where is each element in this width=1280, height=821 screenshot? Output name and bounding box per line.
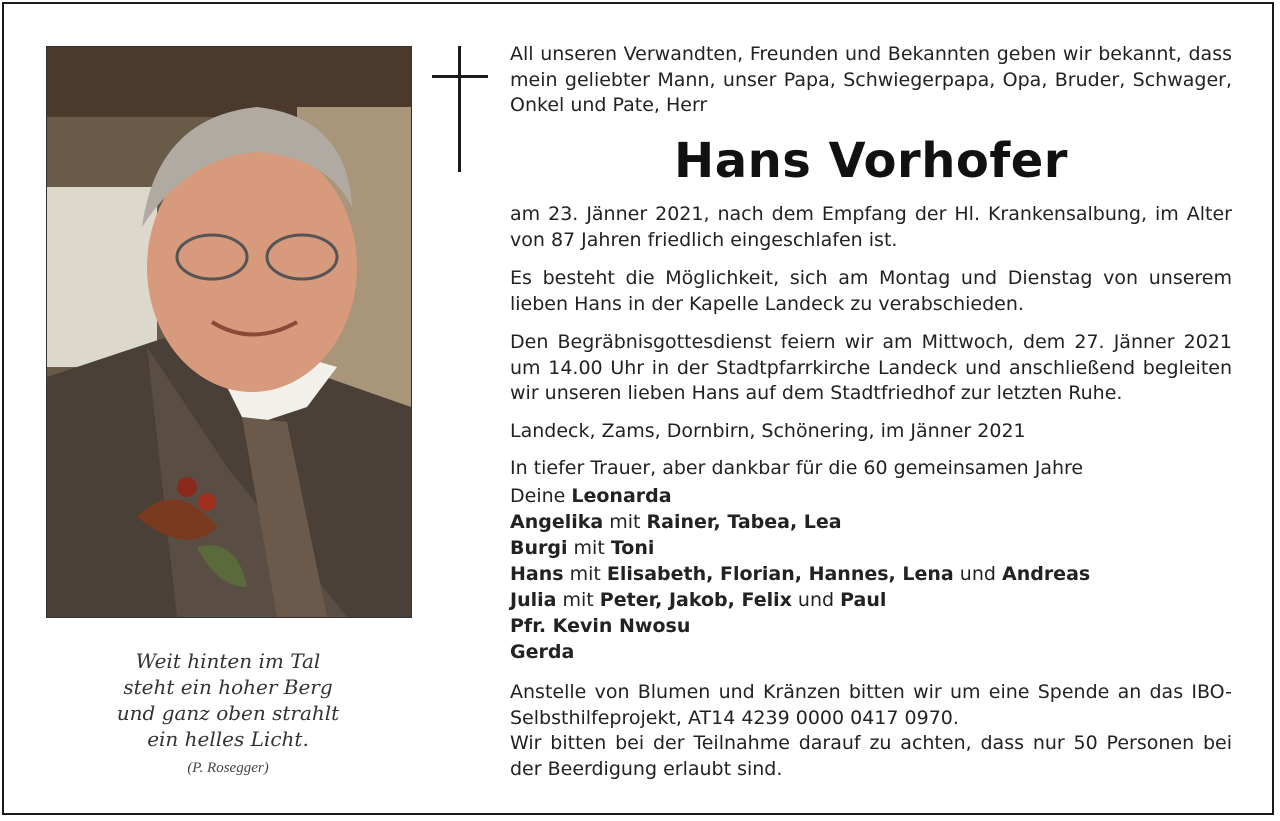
intro-text: All unseren Verwandten, Freunden und Bekannten geben wir bekannt, dass mein geliebter Mann, unser Papa, Schwiegerpapa, Opa, Bruder, Schwager, Onkel und Pate, Herr (510, 43, 1232, 116)
portrait-photo (46, 46, 412, 618)
family-line-angelika: Angelika mit Rainer, Tabea, Lea (510, 511, 842, 533)
cross-icon (432, 46, 488, 172)
poem-author: (P. Rosegger) (187, 760, 269, 776)
places-date: Landeck, Zams, Dornbirn, Schönering, im Jänner 2021 (510, 420, 1026, 442)
family-line-gerda: Gerda (510, 641, 575, 663)
covid-notice-text: Wir bitten bei der Teilnahme darauf zu achten, dass nur 50 Personen bei der Beerdigung erlaubt sind. (510, 732, 1232, 780)
farewell-text: Es besteht die Möglichkeit, sich am Montag und Dienstag von unserem lieben Hans in der Kapelle Landeck zu verabschieden. (510, 267, 1232, 315)
family-line-burgi: Burgi mit Toni (510, 537, 655, 559)
poem-line: Weit hinten im Tal (135, 649, 321, 673)
mourning-text: In tiefer Trauer, aber dankbar für die 60 gemeinsamen Jahre (510, 457, 1084, 479)
poem (46, 648, 410, 752)
donation-text: Anstelle von Blumen und Kränzen bitten wir um eine Spende an das IBO-Selbsthilfeprojekt, AT14 4239 0000 0417 0970. (510, 681, 1232, 729)
poem-line: steht ein hoher Berg (123, 675, 333, 699)
family-line-hans: Hans mit Elisabeth, Florian, Hannes, Lena und Andreas (510, 563, 1091, 585)
family-line-pfarrer: Pfr. Kevin Nwosu (510, 615, 691, 637)
deceased-name: Hans Vorhofer (674, 133, 1068, 189)
death-notice-text: am 23. Jänner 2021, nach dem Empfang der Hl. Krankensalbung, im Alter von 87 Jahren friedlich eingeschlafen ist. (510, 203, 1232, 251)
poem-line: ein helles Licht. (147, 727, 309, 751)
family-list (510, 483, 1232, 665)
funeral-text: Den Begräbnisgottesdienst feiern wir am Mittwoch, dem 27. Jänner 2021 um 14.00 Uhr in der Stadtpfarrkirche Landeck und anschließend begleiten wir unseren lieben Hans auf dem Stadtfriedhof zur letzten Ruhe. (510, 331, 1232, 404)
family-line-julia: Julia mit Peter, Jakob, Felix und Paul (510, 589, 887, 611)
poem-line: und ganz oben strahlt (116, 701, 340, 725)
family-line-wife: Deine Leonarda (510, 485, 672, 507)
